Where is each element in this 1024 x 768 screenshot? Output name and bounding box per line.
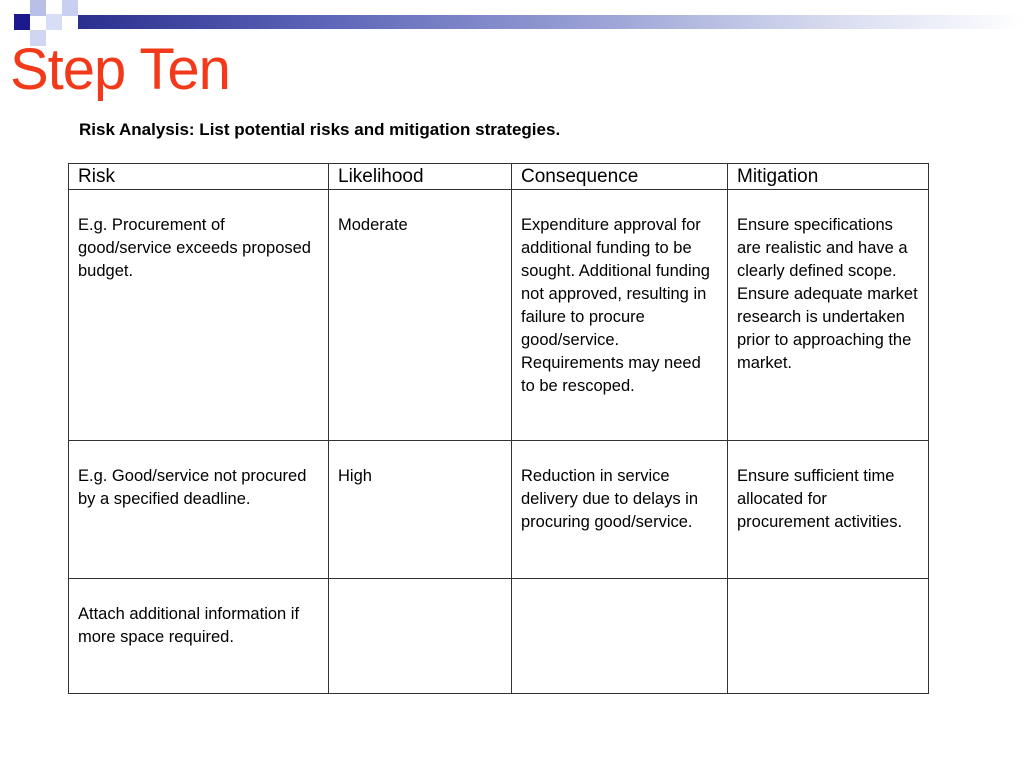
cell-likelihood	[329, 579, 512, 694]
slide-title: Step Ten	[10, 37, 230, 102]
cell-mitigation: Ensure sufficient time allocated for procurement activities.	[728, 441, 929, 579]
cell-consequence: Expenditure approval for additional funding to be sought. Additional funding not approved, resulting in failure to procure good/service. Requirements may need to be rescoped.	[512, 190, 728, 441]
header-gradient-bar	[78, 15, 1024, 29]
header-risk: Risk	[69, 164, 329, 190]
cell-consequence: Reduction in service delivery due to delays in procuring good/service.	[512, 441, 728, 579]
table-row	[69, 579, 929, 694]
cell-likelihood: Moderate	[329, 190, 512, 441]
cell-mitigation	[728, 579, 929, 694]
header-mitigation: Mitigation	[728, 164, 929, 190]
decorative-square	[46, 14, 62, 30]
header-likelihood: Likelihood	[329, 164, 512, 190]
table-row	[69, 190, 929, 441]
slide-subtitle: Risk Analysis: List potential risks and mitigation strategies.	[79, 120, 561, 139]
header-consequence: Consequence	[512, 164, 728, 190]
decorative-square	[62, 0, 78, 16]
table-header-row	[69, 164, 929, 190]
table-row	[69, 441, 929, 579]
decorative-square	[30, 0, 46, 16]
decorative-square	[14, 14, 30, 30]
cell-likelihood: High	[329, 441, 512, 579]
cell-risk: Attach additional information if more space required.	[69, 579, 329, 694]
cell-consequence	[512, 579, 728, 694]
cell-risk: E.g. Procurement of good/service exceeds proposed budget.	[69, 190, 329, 441]
cell-mitigation: Ensure specifications are realistic and have a clearly defined scope. Ensure adequate market research is undertaken prior to approaching the market.	[728, 190, 929, 441]
cell-risk: E.g. Good/service not procured by a specified deadline.	[69, 441, 329, 579]
risk-table	[68, 163, 929, 694]
